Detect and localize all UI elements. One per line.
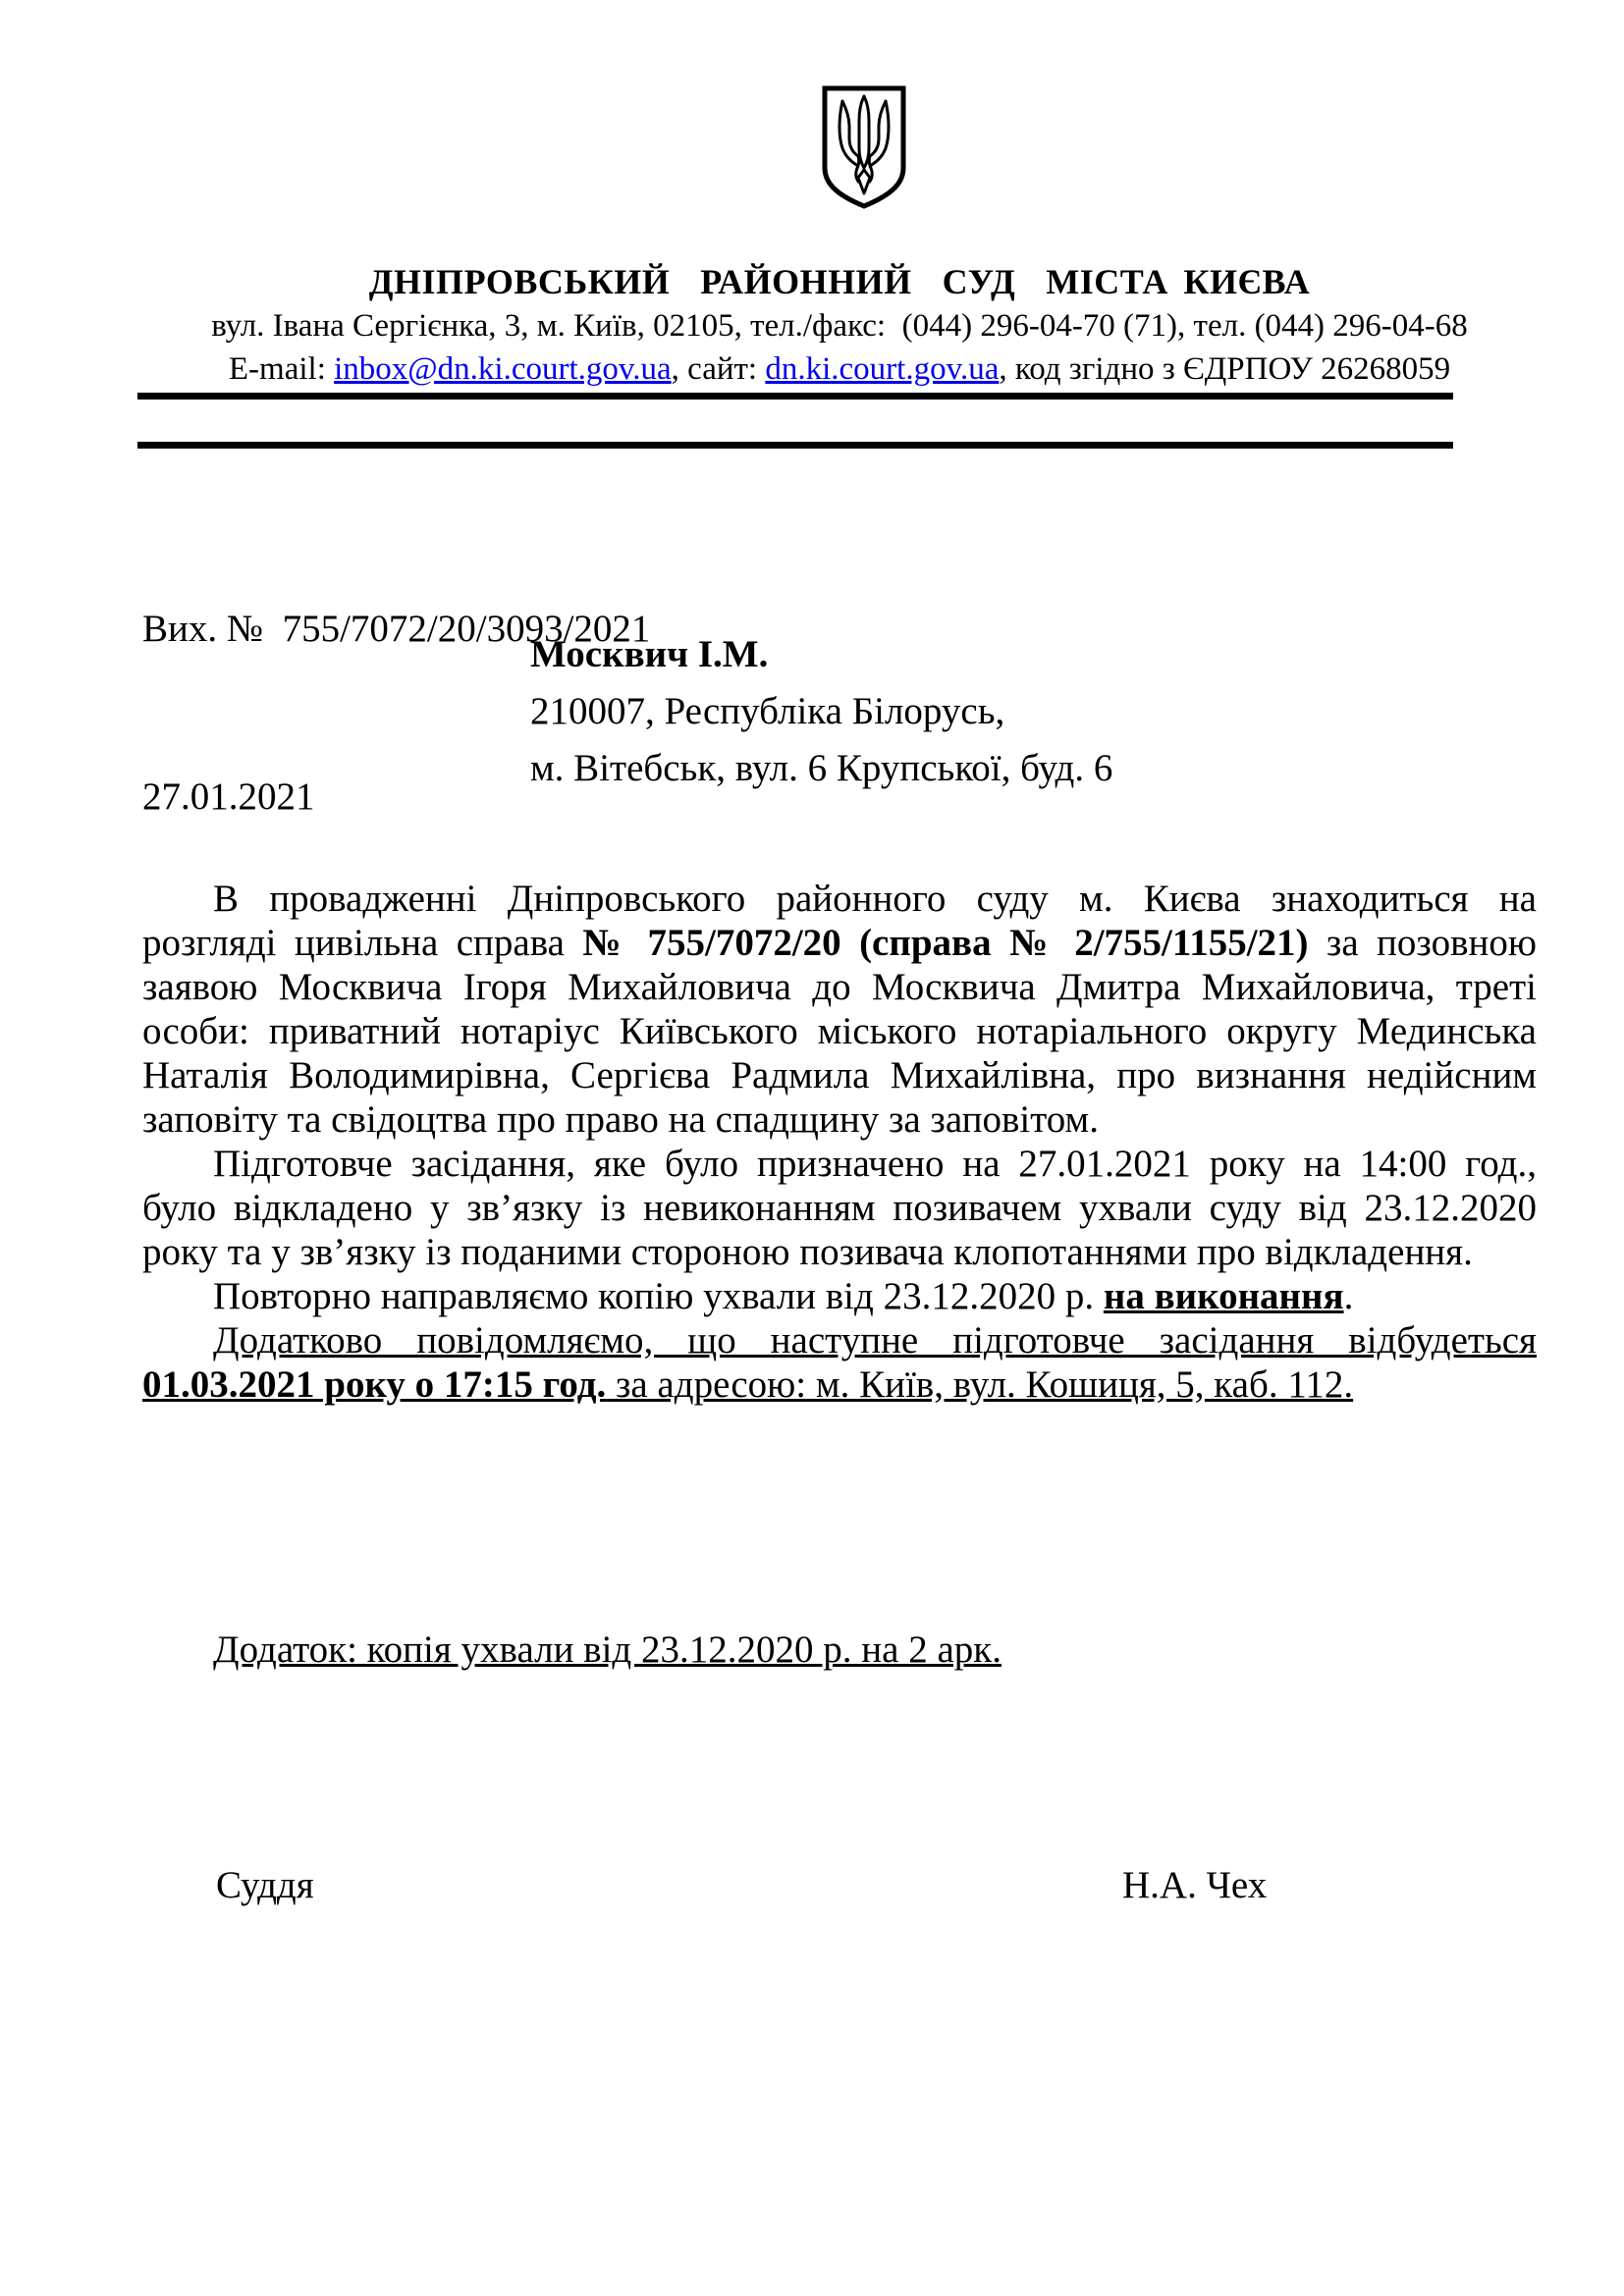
body-text: Підготовче засідання, яке було призначено на 27.01.2021 року на 14:00 год., (213, 1143, 1537, 1185)
body-line-4 (142, 1009, 1537, 1053)
body-line-5 (142, 1053, 1537, 1097)
signature-name: Н.А. Чех (1122, 1864, 1268, 1906)
signature-role: Суддя (216, 1864, 314, 1906)
body-text: Додатково повідомляємо, що наступне підготовче засідання відбудеться (213, 1319, 1537, 1362)
letter-body (142, 877, 1537, 1407)
body-line-2 (142, 921, 1537, 965)
body-line-10 (142, 1274, 1537, 1318)
email-link[interactable]: inbox@dn.ki.court.gov.ua (334, 351, 672, 387)
hearing-address: за адресою: м. Київ, вул. Кошиця, 5, каб. 112. (606, 1363, 1354, 1406)
recipient-block (530, 626, 1112, 797)
site-label: , сайт: (671, 351, 766, 387)
body-text: розгляді цивільна справа (142, 922, 583, 964)
body-line-3 (142, 965, 1537, 1009)
hearing-datetime: 01.03.2021 року о 17:15 год. (142, 1363, 607, 1406)
recipient-name: Москвич І.М. (530, 633, 769, 675)
court-name: ДНІПРОВСЬКИЙ РАЙОННИЙ СУД МІСТА КИЄВА (368, 262, 1311, 301)
body-line-1 (142, 877, 1537, 921)
case-number: № 755/7072/20 (справа № 2/755/1155/21) (582, 922, 1309, 964)
execution-note: на виконання (1103, 1275, 1344, 1317)
attachment-note (142, 1628, 1537, 1672)
email-label: E-mail: (228, 351, 335, 387)
body-line-6 (142, 1097, 1537, 1142)
body-line-7 (142, 1142, 1537, 1186)
recipient-address-line: м. Вітебськ, вул. 6 Крупської, буд. 6 (530, 747, 1113, 789)
body-line-9 (142, 1230, 1537, 1274)
body-text: заявою Москвича Ігоря Михайловича до Москвича Дмитра Михайловича, треті (142, 966, 1537, 1008)
signature-row (142, 1863, 1537, 1912)
outgoing-number: Вих. № 755/7072/20/3093/2021 (142, 608, 651, 650)
separator-rule-top (137, 393, 1453, 400)
body-text: за позовною (1308, 922, 1538, 964)
edrpou-code: , код згідно з ЄДРПОУ 26268059 (999, 351, 1451, 387)
body-text: Повторно направляємо копію ухвали від 23.12.2020 р. (213, 1275, 1104, 1317)
body-line-12 (142, 1362, 1537, 1407)
outgoing-date: 27.01.2021 (142, 775, 315, 818)
ukraine-coat-of-arms-icon (820, 83, 908, 211)
court-contact-line (142, 351, 1537, 388)
body-text: . (1343, 1275, 1354, 1317)
body-text: В провадженні Дніпровського районного суду м. Києва знаходиться на (213, 878, 1537, 920)
site-link[interactable]: dn.ki.court.gov.ua (765, 351, 1000, 387)
court-address-line: вул. Івана Сергієнка, 3, м. Київ, 02105, тел./факс: (044) 296-04-70 (71), тел. (044) 296-04-68 (211, 308, 1468, 344)
body-text: було відкладено у зв’язку із невиконанням позивачем ухвали суду від 23.12.2020 (142, 1187, 1537, 1229)
body-line-11 (142, 1318, 1537, 1362)
body-text: заповіту та свідоцтва про право на спадщину за заповітом. (142, 1098, 1099, 1141)
body-line-8 (142, 1186, 1537, 1230)
recipient-postal-line: 210007, Республіка Білорусь, (530, 690, 1005, 732)
separator-rule-bottom (137, 442, 1453, 449)
body-text: особи: приватний нотаріус Київського міського нотаріального округу Мединська (142, 1010, 1537, 1052)
body-text: Наталія Володимирівна, Сергієва Радмила Михайлівна, про визнання недійсним (142, 1054, 1537, 1096)
body-text: року та у зв’язку із поданими стороною позивача клопотаннями про відкладення. (142, 1231, 1473, 1273)
attachment-text: Додаток: копія ухвали від 23.12.2020 р. на 2 арк. (213, 1629, 1001, 1671)
